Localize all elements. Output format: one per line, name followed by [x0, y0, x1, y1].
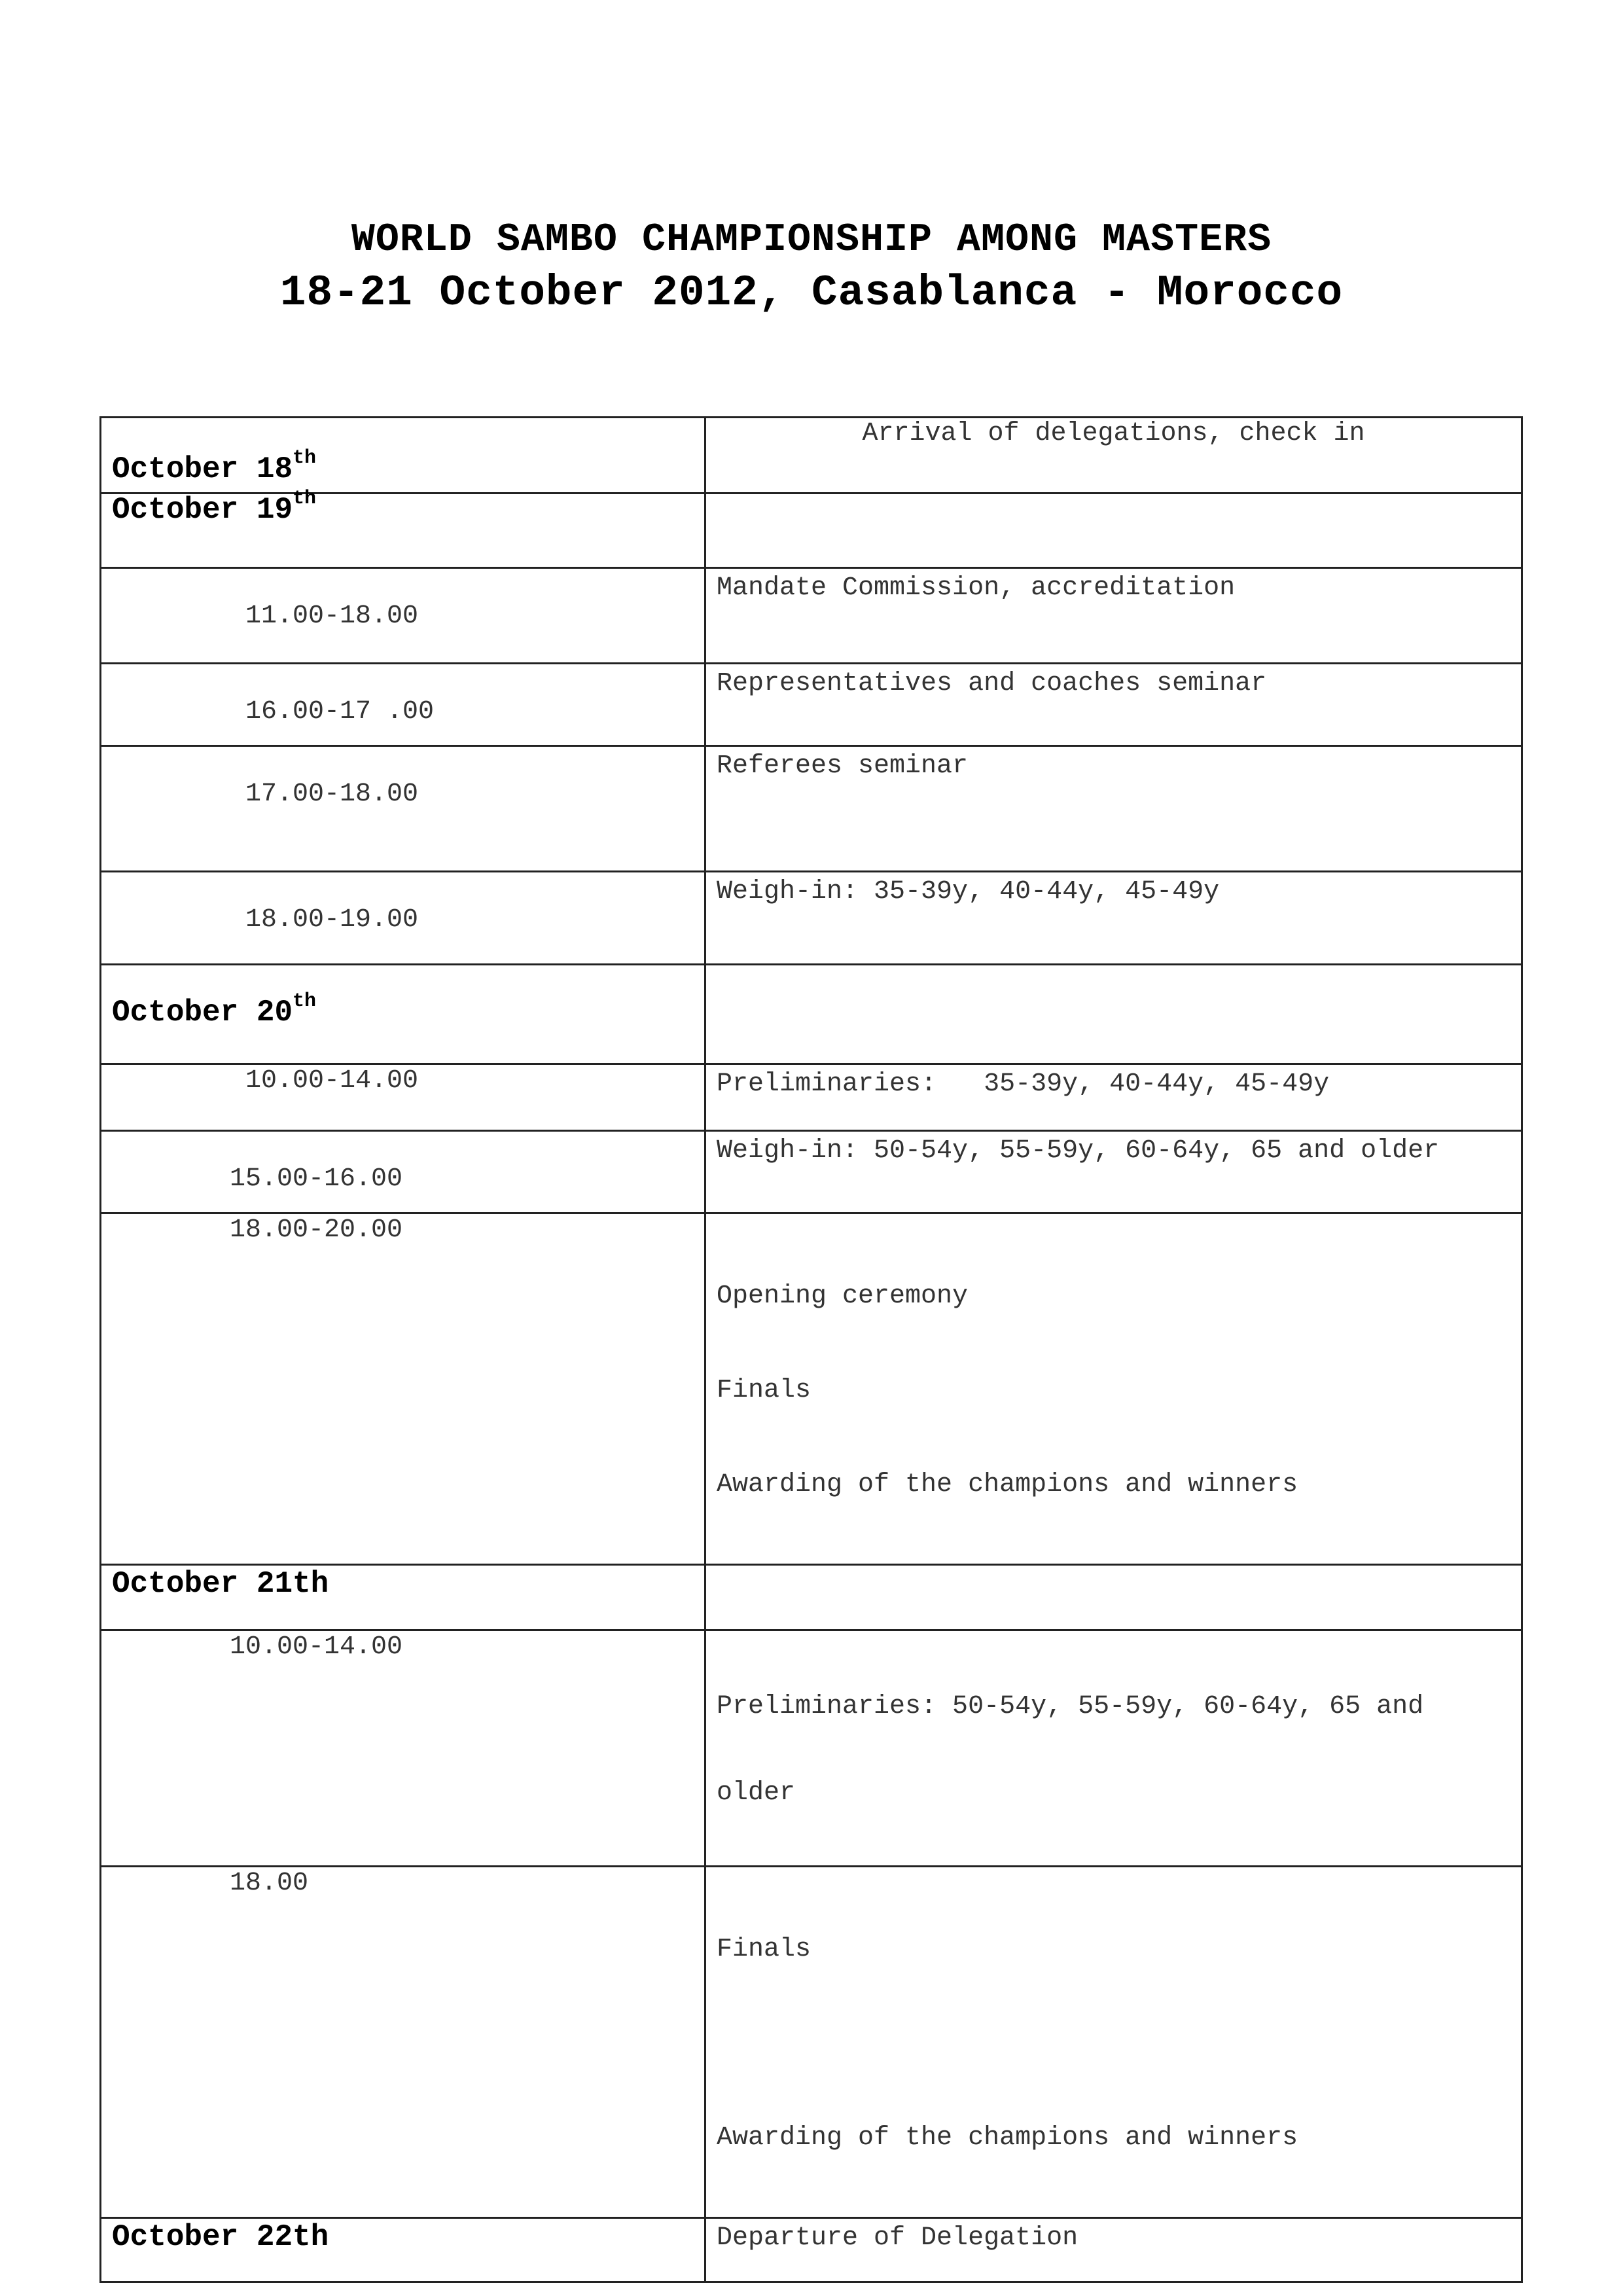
time-label: 10.00-14.00 [245, 1066, 419, 1096]
event-text: Arrival of delegations, check in [862, 419, 1365, 448]
day-cell [101, 2218, 705, 2282]
table-row [101, 965, 1522, 1064]
event-text: Representatives and coaches seminar [717, 669, 1267, 698]
event-text: Weigh-in: 50-54y, 55-59y, 60-64y, 65 and older [717, 1136, 1440, 1166]
time-cell [101, 1213, 705, 1565]
document-title: WORLD SAMBO CHAMPIONSHIP AMONG MASTERS [351, 218, 1272, 262]
event-text: Departure of Delegation [717, 2223, 1079, 2253]
schedule-table [99, 416, 1523, 2283]
table-row [101, 493, 1522, 568]
document-subtitle: 18-21 October 2012, Casablanca - Morocco [279, 268, 1344, 317]
time-cell [101, 664, 705, 746]
time-label: 15.00-16.00 [230, 1164, 403, 1194]
event-cell [705, 493, 1522, 568]
event-cell [705, 1064, 1522, 1131]
event-text [706, 1214, 1521, 1564]
event-cell [705, 965, 1522, 1064]
time-cell [101, 746, 705, 872]
event-line: Opening ceremony [717, 1282, 969, 1311]
day-label: October 22th [112, 2220, 329, 2254]
time-label: 18.00-20.00 [230, 1215, 403, 1245]
table-row [101, 568, 1522, 664]
event-cell [705, 872, 1522, 965]
time-cell [101, 568, 705, 664]
event-cell [705, 568, 1522, 664]
day-cell [101, 1565, 705, 1630]
event-text [706, 494, 1521, 498]
event-cell [705, 1565, 1522, 1630]
time-label: 10.00-14.00 [230, 1632, 403, 1662]
table-row [101, 746, 1522, 872]
table-row [101, 1630, 1522, 1867]
time-label: 17.00-18.00 [245, 780, 419, 809]
day-cell [101, 488, 705, 568]
event-text: Referees seminar [717, 751, 969, 781]
day-label: October 21th [112, 1567, 329, 1601]
time-label: 18.00 [230, 1869, 309, 1898]
event-text [706, 965, 1521, 969]
time-cell [101, 1867, 705, 2218]
event-line: Awarding of the champions and winners [717, 2123, 1298, 2153]
line-gap [717, 2028, 1510, 2060]
event-line: Awarding of the champions and winners [717, 1470, 1298, 1499]
event-cell [705, 664, 1522, 746]
time-label: 16.00-17 .00 [245, 697, 435, 726]
event-line: Finals [717, 1935, 812, 1964]
table-row [101, 1213, 1522, 1565]
event-cell [705, 418, 1522, 493]
event-cell [705, 746, 1522, 872]
table-row [101, 1131, 1522, 1213]
time-label: 11.00-18.00 [245, 601, 419, 631]
event-text [706, 1566, 1521, 1570]
table-row [101, 872, 1522, 965]
event-text: Preliminaries: 35-39y, 40-44y, 45-49y [717, 1069, 1330, 1099]
event-cell [705, 1213, 1522, 1565]
day-cell [101, 965, 705, 1064]
event-cell [705, 2218, 1522, 2282]
time-label: 18.00-19.00 [245, 905, 419, 935]
time-cell [101, 872, 705, 965]
day-label: October 18th [112, 447, 317, 486]
day-cell [101, 418, 705, 493]
table-row [101, 1867, 1522, 2218]
event-line: Preliminaries: 50-54y, 55-59y, 60-64y, 65 and [717, 1692, 1424, 1721]
event-text [706, 1631, 1521, 1865]
day-label: October 19th [112, 488, 317, 527]
time-cell [101, 1064, 705, 1131]
table-row [101, 1064, 1522, 1131]
day-label: October 20th [112, 990, 317, 1030]
table-row [101, 664, 1522, 746]
event-cell [705, 1867, 1522, 2218]
time-cell [101, 1630, 705, 1867]
table-row [101, 418, 1522, 493]
table-row [101, 1565, 1522, 1630]
event-cell [705, 1630, 1522, 1867]
event-text: Weigh-in: 35-39y, 40-44y, 45-49y [717, 877, 1220, 906]
table-row [101, 2218, 1522, 2282]
event-text: Mandate Commission, accreditation [717, 573, 1236, 603]
event-line: older [717, 1778, 796, 1808]
time-cell [101, 1131, 705, 1213]
event-line: Finals [717, 1376, 812, 1405]
event-text [706, 1867, 1521, 2217]
event-cell [705, 1131, 1522, 1213]
